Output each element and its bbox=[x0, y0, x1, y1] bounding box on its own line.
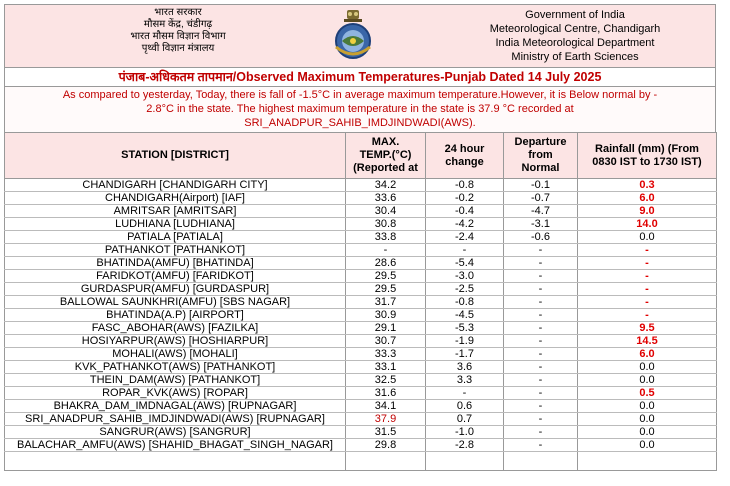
rainfall-cell: 0.3 bbox=[578, 179, 717, 192]
station-cell: PATIALA [PATIALA] bbox=[5, 231, 346, 244]
departure-cell: - bbox=[504, 244, 578, 257]
change-cell: -3.0 bbox=[426, 270, 504, 283]
table-row bbox=[5, 374, 717, 387]
station-cell: AMRITSAR [AMRITSAR] bbox=[5, 205, 346, 218]
empty-cell bbox=[578, 452, 717, 471]
max-temp-cell: 33.8 bbox=[346, 231, 426, 244]
rainfall-cell: - bbox=[578, 309, 717, 322]
change-cell: - bbox=[426, 244, 504, 257]
change-cell: 3.6 bbox=[426, 361, 504, 374]
max-temp-cell: 29.5 bbox=[346, 270, 426, 283]
table-row bbox=[5, 179, 717, 192]
departure-cell: -0.1 bbox=[504, 179, 578, 192]
change-cell: -0.4 bbox=[426, 205, 504, 218]
departure-cell: - bbox=[504, 413, 578, 426]
max-temp-cell: 30.8 bbox=[346, 218, 426, 231]
max-temp-cell: 33.3 bbox=[346, 348, 426, 361]
departure-cell: -0.7 bbox=[504, 192, 578, 205]
departure-cell: -3.1 bbox=[504, 218, 578, 231]
change-cell: -4.5 bbox=[426, 309, 504, 322]
rainfall-cell: - bbox=[578, 257, 717, 270]
change-header-line: change bbox=[445, 155, 484, 168]
max-temp-cell: 31.5 bbox=[346, 426, 426, 439]
table-row bbox=[5, 426, 717, 439]
org-line: Meteorological Centre, Chandigarh bbox=[489, 23, 661, 35]
summary-line: 2.8°C in the state. The highest maximum temperature in the state is 37.9 °C recorded at bbox=[146, 103, 574, 115]
letterhead bbox=[4, 4, 716, 67]
station-cell: BHATINDA(AMFU) [BHATINDA] bbox=[5, 257, 346, 270]
departure-header bbox=[504, 133, 578, 179]
table-row bbox=[5, 439, 717, 452]
station-cell: CHANDIGARH(Airport) [IAF] bbox=[5, 192, 346, 205]
change-cell: -5.3 bbox=[426, 322, 504, 335]
rainfall-cell: 0.5 bbox=[578, 387, 717, 400]
max-temp-cell: 32.5 bbox=[346, 374, 426, 387]
max-temp-cell: - bbox=[346, 244, 426, 257]
departure-cell: - bbox=[504, 400, 578, 413]
report-sheet bbox=[4, 4, 716, 471]
station-header: STATION [DISTRICT] bbox=[5, 133, 346, 179]
departure-header-line: Departure bbox=[514, 136, 567, 148]
rainfall-cell: - bbox=[578, 296, 717, 309]
table-row bbox=[5, 413, 717, 426]
empty-row bbox=[5, 452, 717, 471]
rainfall-cell: 0.0 bbox=[578, 361, 717, 374]
rainfall-cell: - bbox=[578, 244, 717, 257]
table-row bbox=[5, 283, 717, 296]
empty-cell bbox=[426, 452, 504, 471]
max-temp-cell: 29.1 bbox=[346, 322, 426, 335]
rainfall-cell: - bbox=[578, 283, 717, 296]
station-cell: BHAKRA_DAM_IMDNAGAL(AWS) [RUPNAGAR] bbox=[5, 400, 346, 413]
departure-cell: - bbox=[504, 439, 578, 452]
change-cell: -2.5 bbox=[426, 283, 504, 296]
table-row bbox=[5, 270, 717, 283]
table-row bbox=[5, 296, 717, 309]
rainfall-cell: 14.5 bbox=[578, 335, 717, 348]
summary-note bbox=[4, 86, 716, 132]
table-row bbox=[5, 192, 717, 205]
change-cell: -1.7 bbox=[426, 348, 504, 361]
station-cell: LUDHIANA [LUDHIANA] bbox=[5, 218, 346, 231]
change-cell: -0.2 bbox=[426, 192, 504, 205]
max-temp-cell: 33.1 bbox=[346, 361, 426, 374]
departure-header-line: from bbox=[528, 149, 553, 161]
departure-cell: - bbox=[504, 335, 578, 348]
change-header bbox=[426, 133, 504, 179]
departure-cell: -0.6 bbox=[504, 231, 578, 244]
rainfall-cell: 0.0 bbox=[578, 374, 717, 387]
rainfall-header-line: 0830 IST to 1730 IST) bbox=[592, 155, 702, 168]
change-cell: 0.7 bbox=[426, 413, 504, 426]
change-cell: -0.8 bbox=[426, 179, 504, 192]
max-temp-cell: 29.8 bbox=[346, 439, 426, 452]
table-row bbox=[5, 218, 717, 231]
departure-cell: -4.7 bbox=[504, 205, 578, 218]
change-cell: - bbox=[426, 387, 504, 400]
org-line: India Meteorological Department bbox=[495, 37, 655, 49]
empty-cell bbox=[346, 452, 426, 471]
max-temp-cell: 34.2 bbox=[346, 179, 426, 192]
station-cell: HOSIYARPUR(AWS) [HOSHIARPUR] bbox=[5, 335, 346, 348]
rainfall-header-line: Rainfall (mm) (From bbox=[595, 142, 699, 155]
table-row bbox=[5, 400, 717, 413]
summary-line: As compared to yesterday, Today, there is fall of -1.5°C in average maximum temperature.However, it is Below normal by - bbox=[62, 89, 658, 101]
hindi-org-block bbox=[113, 7, 243, 55]
rainfall-cell: 14.0 bbox=[578, 218, 717, 231]
departure-header-line: Normal bbox=[521, 162, 560, 174]
station-cell: BALLOWAL SAUNKHRI(AMFU) [SBS NAGAR] bbox=[5, 296, 346, 309]
departure-cell: - bbox=[504, 309, 578, 322]
imd-emblem-icon bbox=[330, 9, 376, 63]
departure-cell: - bbox=[504, 322, 578, 335]
rainfall-cell: 6.0 bbox=[578, 192, 717, 205]
org-line: Government of India bbox=[525, 9, 625, 21]
table-row bbox=[5, 361, 717, 374]
station-cell: BHATINDA(A.P) [AIRPORT] bbox=[5, 309, 346, 322]
station-cell: FASC_ABOHAR(AWS) [FAZILKA] bbox=[5, 322, 346, 335]
hindi-line: भारत सरकार bbox=[154, 7, 202, 18]
hindi-line: मौसम केंद्र, चंडीगढ़ bbox=[143, 19, 213, 30]
station-cell: FARIDKOT(AMFU) [FARIDKOT] bbox=[5, 270, 346, 283]
english-org-block bbox=[475, 8, 675, 64]
max-temp-cell: 37.9 bbox=[346, 413, 426, 426]
departure-cell: - bbox=[504, 426, 578, 439]
max-temp-cell: 33.6 bbox=[346, 192, 426, 205]
change-cell: 0.6 bbox=[426, 400, 504, 413]
station-cell: SRI_ANADPUR_SAHIB_IMDJINDWADI(AWS) [RUPNAGAR] bbox=[5, 413, 346, 426]
max-temp-cell: 31.7 bbox=[346, 296, 426, 309]
rainfall-cell: 0.0 bbox=[578, 231, 717, 244]
empty-cell bbox=[504, 452, 578, 471]
departure-cell: - bbox=[504, 361, 578, 374]
rainfall-header bbox=[578, 133, 717, 179]
station-cell: KVK_PATHANKOT(AWS) [PATHANKOT] bbox=[5, 361, 346, 374]
max-temp-header-line: MAX. bbox=[371, 136, 400, 148]
change-cell: -4.2 bbox=[426, 218, 504, 231]
max-temp-cell: 34.1 bbox=[346, 400, 426, 413]
max-temp-header-line: TEMP.(°C) bbox=[359, 149, 412, 161]
table-row bbox=[5, 231, 717, 244]
org-line: Ministry of Earth Sciences bbox=[511, 51, 639, 63]
change-cell: -0.8 bbox=[426, 296, 504, 309]
rainfall-cell: 0.0 bbox=[578, 439, 717, 452]
max-temp-cell: 30.4 bbox=[346, 205, 426, 218]
change-cell: -1.0 bbox=[426, 426, 504, 439]
table-row bbox=[5, 335, 717, 348]
rainfall-cell: 6.0 bbox=[578, 348, 717, 361]
change-cell: -5.4 bbox=[426, 257, 504, 270]
hindi-line: पृथ्वी विज्ञान मंत्रालय bbox=[141, 43, 215, 54]
change-header-line: 24 hour bbox=[444, 142, 485, 155]
station-cell: BALACHAR_AMFU(AWS) [SHAHID_BHAGAT_SINGH_NAGAR] bbox=[5, 439, 346, 452]
departure-cell: - bbox=[504, 257, 578, 270]
table-row bbox=[5, 257, 717, 270]
table-row bbox=[5, 387, 717, 400]
departure-cell: - bbox=[504, 387, 578, 400]
table-row bbox=[5, 322, 717, 335]
departure-cell: - bbox=[504, 296, 578, 309]
max-temp-cell: 30.7 bbox=[346, 335, 426, 348]
station-cell: PATHANKOT [PATHANKOT] bbox=[5, 244, 346, 257]
rainfall-cell: 0.0 bbox=[578, 426, 717, 439]
table-body bbox=[5, 179, 717, 471]
table-row bbox=[5, 348, 717, 361]
rainfall-cell: 9.5 bbox=[578, 322, 717, 335]
change-cell: -2.8 bbox=[426, 439, 504, 452]
station-cell: MOHALI(AWS) [MOHALI] bbox=[5, 348, 346, 361]
rainfall-cell: - bbox=[578, 270, 717, 283]
station-cell: SANGRUR(AWS) [SANGRUR] bbox=[5, 426, 346, 439]
table-row bbox=[5, 205, 717, 218]
max-temp-cell: 30.9 bbox=[346, 309, 426, 322]
change-cell: -2.4 bbox=[426, 231, 504, 244]
station-cell: GURDASPUR(AMFU) [GURDASPUR] bbox=[5, 283, 346, 296]
station-cell: THEIN_DAM(AWS) [PATHANKOT] bbox=[5, 374, 346, 387]
change-cell: 3.3 bbox=[426, 374, 504, 387]
rainfall-cell: 0.0 bbox=[578, 400, 717, 413]
departure-cell: - bbox=[504, 348, 578, 361]
station-cell: ROPAR_KVK(AWS) [ROPAR] bbox=[5, 387, 346, 400]
max-temp-cell: 31.6 bbox=[346, 387, 426, 400]
max-temp-cell: 29.5 bbox=[346, 283, 426, 296]
report-title: पंजाब-अधिकतम तापमान/Observed Maximum Temperatures-Punjab Dated 14 July 2025 bbox=[4, 67, 716, 86]
hindi-line: भारत मौसम विज्ञान विभाग bbox=[130, 31, 226, 42]
change-cell: -1.9 bbox=[426, 335, 504, 348]
rainfall-cell: 9.0 bbox=[578, 205, 717, 218]
max-temp-header bbox=[346, 133, 426, 179]
temperature-table bbox=[4, 132, 717, 471]
table-row bbox=[5, 309, 717, 322]
summary-line: SRI_ANADPUR_SAHIB_IMDJINDWADI(AWS). bbox=[244, 117, 476, 129]
departure-cell: - bbox=[504, 283, 578, 296]
departure-cell: - bbox=[504, 270, 578, 283]
max-temp-cell: 28.6 bbox=[346, 257, 426, 270]
max-temp-header-line: (Reported at bbox=[353, 162, 418, 174]
empty-cell bbox=[5, 452, 346, 471]
rainfall-cell: 0.0 bbox=[578, 413, 717, 426]
departure-cell: - bbox=[504, 374, 578, 387]
station-cell: CHANDIGARH [CHANDIGARH CITY] bbox=[5, 179, 346, 192]
table-row bbox=[5, 244, 717, 257]
